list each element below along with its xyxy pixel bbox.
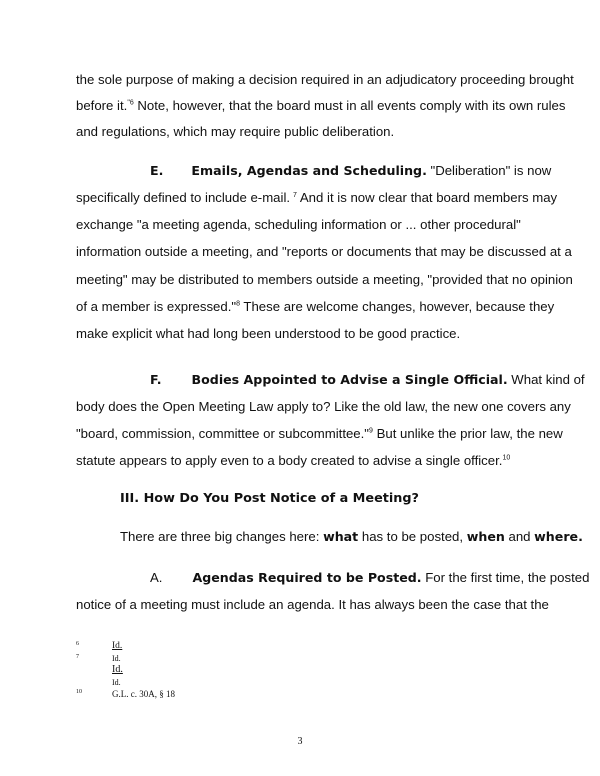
text: These are welcome changes, however, because they <box>239 299 555 314</box>
text: There are three big changes here: <box>120 529 324 544</box>
body-line: make explicit what had long been understood to be good practice. <box>76 326 461 341</box>
body-line <box>76 190 557 206</box>
footnote-text: Id. <box>112 678 121 687</box>
section-letter: F. <box>150 372 162 387</box>
emphasis-when: when <box>466 529 505 544</box>
body-line: notice of a meeting must include an agenda. It has always been the case that the <box>76 597 549 612</box>
section-title: Agendas Required to be Posted. <box>192 570 422 585</box>
text: Note, however, that the board must in all events comply with its own rules <box>133 98 566 113</box>
footnote-text: Id. <box>112 664 123 675</box>
text: and <box>504 529 535 544</box>
body-line: the sole purpose of making a decision required in an adjudicatory proceeding brought <box>76 72 574 87</box>
footnote-ref: 7 <box>293 191 297 199</box>
text: before it. <box>76 98 128 113</box>
footnote-number: 7 <box>76 654 79 660</box>
emphasis-where: where. <box>534 529 583 544</box>
footnote-number: 6 <box>76 641 79 647</box>
page-number: 3 <box>297 736 303 747</box>
section-title: Emails, Agendas and Scheduling. <box>191 163 427 178</box>
text: For the first time, the posted <box>421 570 590 585</box>
emphasis-what: what <box>323 529 359 544</box>
text: "Deliberation" is now <box>426 163 552 178</box>
body-line <box>76 299 554 315</box>
text: specifically defined to include e-mail. <box>76 190 291 205</box>
text: "board, commission, committee or subcommittee." <box>76 426 369 441</box>
section-f-heading <box>150 372 585 388</box>
body-line: meeting" may be distributed to members outside a meeting, "provided that no opinion <box>76 272 573 287</box>
section-iii-heading: III. How Do You Post Notice of a Meeting? <box>120 491 419 506</box>
footnote-ref: 9 <box>369 427 373 435</box>
text: of a member is expressed." <box>76 299 237 314</box>
footnote-ref: 8 <box>236 300 240 308</box>
body-line: information outside a meeting, and "reports or documents that may be discussed at a <box>76 244 572 259</box>
text: What kind of <box>507 372 585 387</box>
body-line: body does the Open Meeting Law apply to? Like the old law, the new one covers any <box>76 399 571 414</box>
section-letter: E. <box>150 163 164 178</box>
text: But unlike the prior law, the new <box>372 426 563 441</box>
footnote-text: Id. <box>112 641 123 651</box>
body-line <box>76 426 563 442</box>
footnote-text: Id. <box>112 654 121 663</box>
text: has to be posted, <box>358 529 467 544</box>
footnote-text: G.L. c. 30A, § 18 <box>112 689 175 699</box>
text: statute appears to apply even to a body created to advise a single officer. <box>76 453 503 468</box>
body-line: exchange "a meeting agenda, scheduling information or ... other procedural" <box>76 217 521 232</box>
section-letter: A. <box>150 570 163 585</box>
footnote-ref: "6 <box>127 99 134 107</box>
body-line <box>120 529 583 545</box>
body-line <box>76 98 565 114</box>
footnote-number: 10 <box>76 689 82 695</box>
section-title: Bodies Appointed to Advise a Single Official. <box>191 372 508 387</box>
section-a-heading <box>150 570 589 586</box>
body-line: and regulations, which may require public deliberation. <box>76 124 395 139</box>
body-line <box>76 453 510 469</box>
text: And it is now clear that board members may <box>296 190 558 205</box>
footnote-ref: 10 <box>502 454 511 462</box>
section-e-heading <box>150 163 551 179</box>
